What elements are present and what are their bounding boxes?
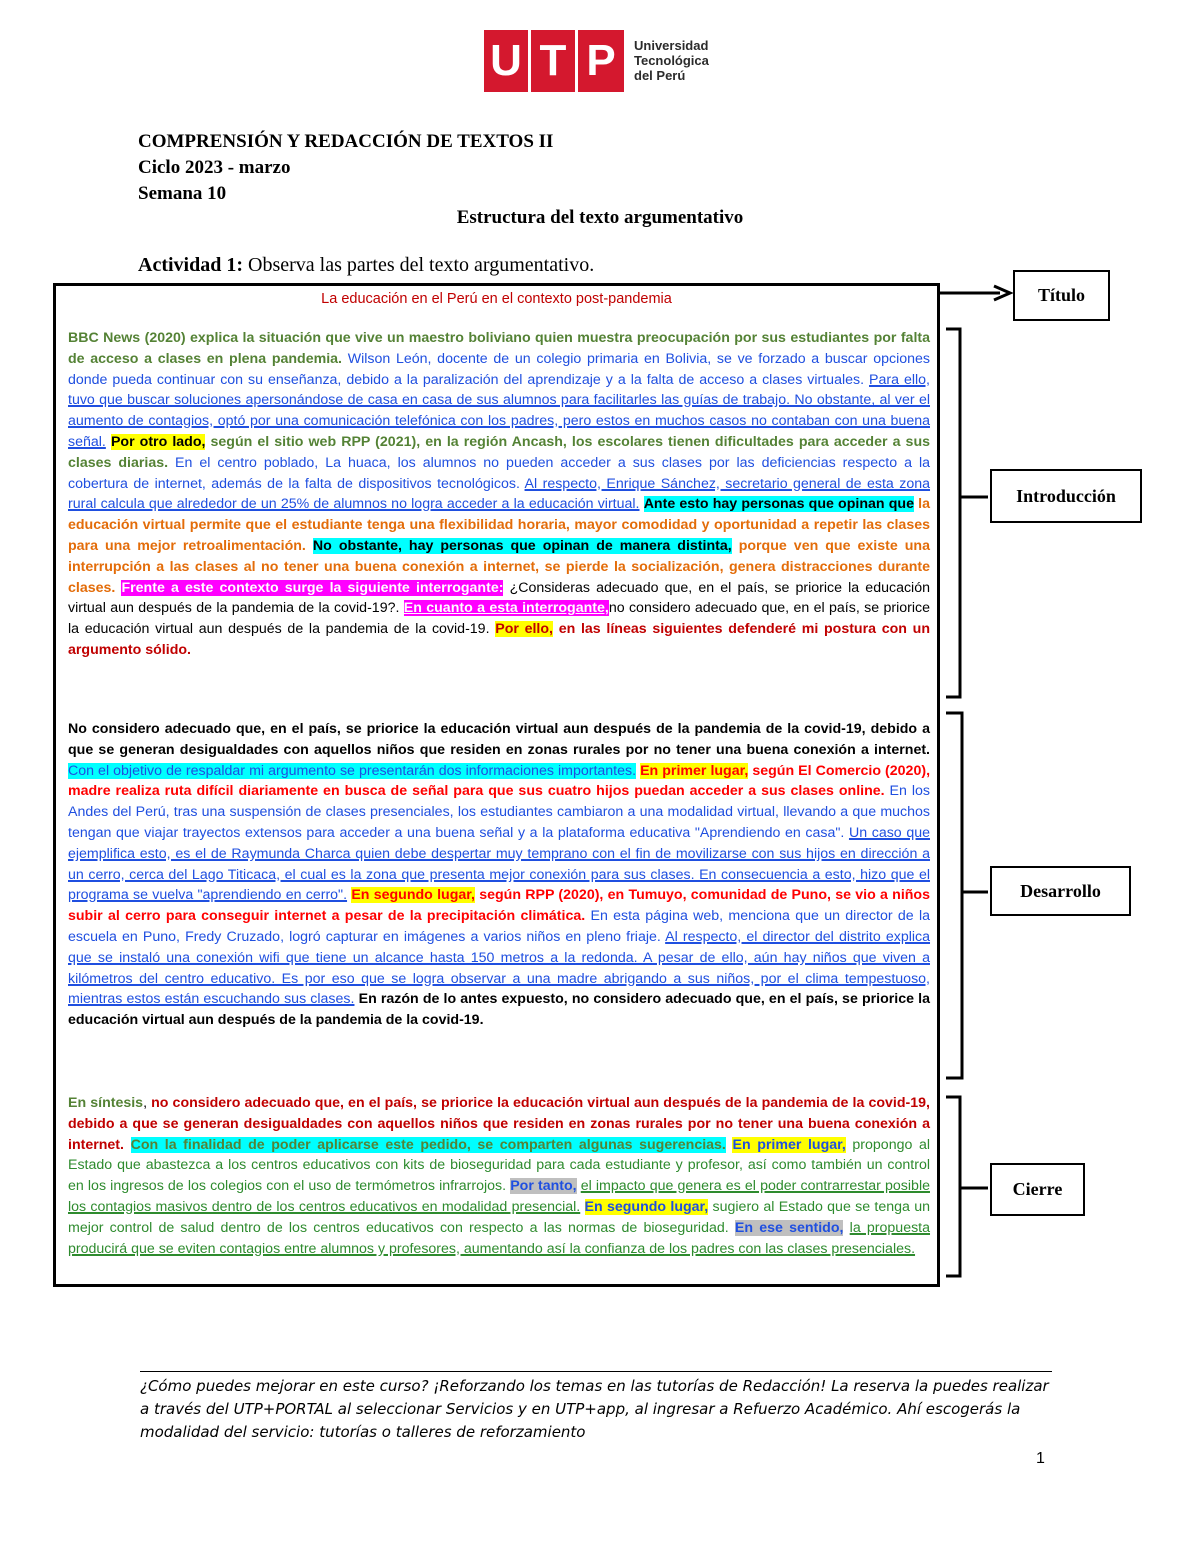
connector-highlight: No obstante, hay personas que opinan de manera distinta, xyxy=(312,537,732,554)
cierre-bracket xyxy=(946,1097,988,1276)
activity-label: Actividad 1: xyxy=(138,254,243,276)
intro-segment: la educación virtual permite que el estudiante tenga una flexibilidad horaria, mayor comodidad y oportunidad a repetir las clases para una mejor retroalimentación. xyxy=(68,496,930,554)
dev-bracket xyxy=(946,713,988,1078)
dev-segment: Un caso que ejemplifica esto, es el de Raymunda Charca quien debe despertar muy temprano con el fin de movilizarse con sus hijos en dirección a un cerro, cerca del Lago Titicaca, el cual es la zona que presenta mejor conexión para sus clases. En consecuencia a esto, hizo que el programa se vuelva "aprendiendo en cerro". xyxy=(68,824,930,904)
logo-name-line: Universidad xyxy=(634,38,709,53)
dev-segment: En razón de lo antes expuesto, no considero adecuado que, en el país, se priorice la educación virtual aun después de la pandemia de la covid-19. xyxy=(68,991,930,1029)
connector-highlight: Con el objetivo de respaldar mi argumento se presentarán dos informaciones importantes. xyxy=(68,762,637,779)
essay-title: La educación en el Perú en el contexto post-pandemia xyxy=(321,291,672,307)
dev-segment: según RPP (2020), en Tumuyo, comunidad de Puno, se vio a niños subir al cerro para conseguir internet a pesar de la precipitación climática. xyxy=(68,887,930,925)
intro-segment: En el centro poblado, La huaca, los alumnos no pueden acceder a sus clases por las deficiencias respecto a la cobertura de internet, además de la falta de dispositivos tecnológicos. xyxy=(68,454,930,492)
dev-segment: Al respecto, el director del distrito explica que se instaló una conexión wifi que tiene un alcance hasta 150 metros a la redonda. A pesar de ello, aún hay niños que viven a kilómetros del centro educativo. Es por eso que se logra observar a una madre abrigando a sus niños, por el clima tempestuoso, mientras estos están escuchando sus clases. xyxy=(68,928,931,1008)
close-segment: no considero adecuado que, en el país, se priorice la educación virtual aun después de la pandemia de la covid-19, debido a que se generan desigualdades con aquellos niños que residen en zonas rurales por no tener una buena conexión a internet. xyxy=(68,1095,930,1153)
connector-highlight: En primer lugar, xyxy=(732,1136,846,1153)
connector-highlight: Ante esto hay personas que opinan que xyxy=(643,496,914,513)
footer-divider xyxy=(140,1371,1052,1372)
intro-segment: Para ello, tuvo que buscar soluciones apersonándose de casa en casa de sus alumnos para facilitarles las guías de trabajo. No obstante, al ver el aumento de contagios, optó por una comunicación telefónica con los padres, pero estos en muchos casos no contaban con una buena señal. xyxy=(68,371,930,450)
dev-segment: según El Comercio (2020), madre realiza ruta difícil diariamente en busca de señal para que sus cuatro hijos puedan acceder a sus clases online. xyxy=(68,762,931,800)
close-segment: la propuesta producirá que se eviten contagios entre alumnos y profesores, aumentando así la confianza de los padres con las clases presenciales. xyxy=(68,1219,931,1257)
intro-segment: Wilson León, docente de un colegio primaria en Bolivia, se ve forzado a buscar opciones donde pueda continuar con su enseñanza, debido a la paralización del aprendizaje y a la falta de acceso a clases virtuales. xyxy=(68,350,930,388)
close-segment: En síntesis xyxy=(68,1095,144,1111)
page-number: 1 xyxy=(1036,1450,1045,1467)
close-segment: propongo al Estado que abastezca a los centros educativos con kits de bioseguridad para cada estudiante y profesor, así como también un control en los ingresos de los colegios con el uso de termómetros infrarrojos. xyxy=(68,1136,931,1195)
intro-segment: Al respecto, Enrique Sánchez, secretario general de esta zona rural calcula que alrededor de un 25% de alumnos no logra acceder a la educación virtual. xyxy=(68,475,931,513)
course-week: Semana 10 xyxy=(138,183,227,204)
logo-letter-p: P xyxy=(578,30,624,92)
intro-segment: BBC News (2020) explica la situación que vive un maestro boliviano quien muestra preocupación por sus estudiantes por falta de acceso a clases en plena pandemia. xyxy=(68,330,930,367)
logo-letter-u: U xyxy=(484,30,528,92)
label-introduccion: Introducción xyxy=(990,469,1142,523)
connector-highlight: Frente a este contexto surge la siguiente interrogante: xyxy=(121,579,504,596)
close-segment: sugiero al Estado que se tenga un mejor control de salud dentro de los centros educativos con respecto a las normas de bioseguridad. xyxy=(68,1198,930,1236)
page-subtitle: Estructura del texto argumentativo xyxy=(456,207,744,228)
course-title: COMPRENSIÓN Y REDACCIÓN DE TEXTOS II xyxy=(138,131,554,152)
logo-name-line: del Perú xyxy=(634,68,686,83)
connector-highlight: En segundo lugar, xyxy=(351,887,475,904)
label-desarrollo: Desarrollo xyxy=(990,866,1131,916)
connector-highlight: En ese sentido, xyxy=(734,1219,844,1236)
connector-highlight: En segundo lugar, xyxy=(584,1198,709,1215)
intro-bracket xyxy=(946,329,988,697)
activity-text: Observa las partes del texto argumentativo. xyxy=(243,254,595,276)
intro-segment: en las líneas siguientes defenderé mi postura con un argumento sólido. xyxy=(68,621,930,658)
intro-segment: no considero adecuado que, en el país, se priorice la educación virtual aun después de la pandemia de la covid-19. xyxy=(68,600,930,638)
connector-highlight: En primer lugar, xyxy=(640,762,749,779)
connector-highlight: En cuanto a esta interrogante, xyxy=(403,600,609,617)
dev-segment: En los Andes del Perú, tras una suspensión de clases presenciales, los estudiantes cambiaron a una modalidad virtual, llevando a que muchos tengan que viajar trayectos extensos para acceder a una buena señal y a la plataforma educativa "Aprendiendo en casa". xyxy=(68,783,930,841)
label-titulo: Título xyxy=(1013,270,1110,321)
connector-highlight: Con la finalidad de poder aplicarse este pedido, se comparten algunas sugerencias. xyxy=(130,1136,726,1153)
connector-highlight: Por tanto, xyxy=(510,1178,577,1195)
logo-letter-t: T xyxy=(531,30,575,92)
close-segment: , xyxy=(143,1095,152,1111)
intro-segment: ¿Consideras adecuado que, en el país, se priorice la educación virtual aun después de la pandemia de la covid-19?. xyxy=(68,579,930,617)
intro-segment: según el sitio web RPP (2021), en la región Ancash, los escolares tienen dificultades para acceder a sus clases diarias. xyxy=(68,433,930,471)
course-cycle: Ciclo 2023 - marzo xyxy=(138,157,291,178)
logo-name-line: Tecnológica xyxy=(634,53,709,68)
footer-note: ¿Cómo puedes mejorar en este curso? ¡Reforzando los temas en las tutorías de Redacción! La reserva la puedes realizar a través del UTP+PORTAL al seleccionar Servicios y en UTP+app, al ingresar a Refuerzo Académico. Ahí escogerás la modalidad del servicio: tutorías o talleres de reforzamiento xyxy=(140,1377,1049,1441)
connector-highlight: Por ello, xyxy=(495,621,553,638)
dev-segment: En esta página web, menciona que un director de la escuela en Puno, Fredy Cruzado, logró capturar en imágenes a varios niños en pleno friaje. xyxy=(68,908,931,945)
connector-highlight: Por otro lado, xyxy=(110,433,206,450)
intro-segment: porque ven que existe una interrupción a las clases al no tener una buena conexión a internet, se pierde la socialización, genera distracciones durante clases. xyxy=(68,537,930,596)
dev-segment: No considero adecuado que, en el país, se priorice la educación virtual aun después de la pandemia de la covid-19, debido a que se generan desigualdades con aquellos niños que residen en zonas rurales por no tener una buena conexión a internet. xyxy=(68,721,930,758)
label-cierre: Cierre xyxy=(990,1163,1085,1216)
close-segment: el impacto que genera es el poder contrarrestar posible los contagios masivos dentro de los centros educativos en modalidad presencial. xyxy=(68,1178,930,1215)
